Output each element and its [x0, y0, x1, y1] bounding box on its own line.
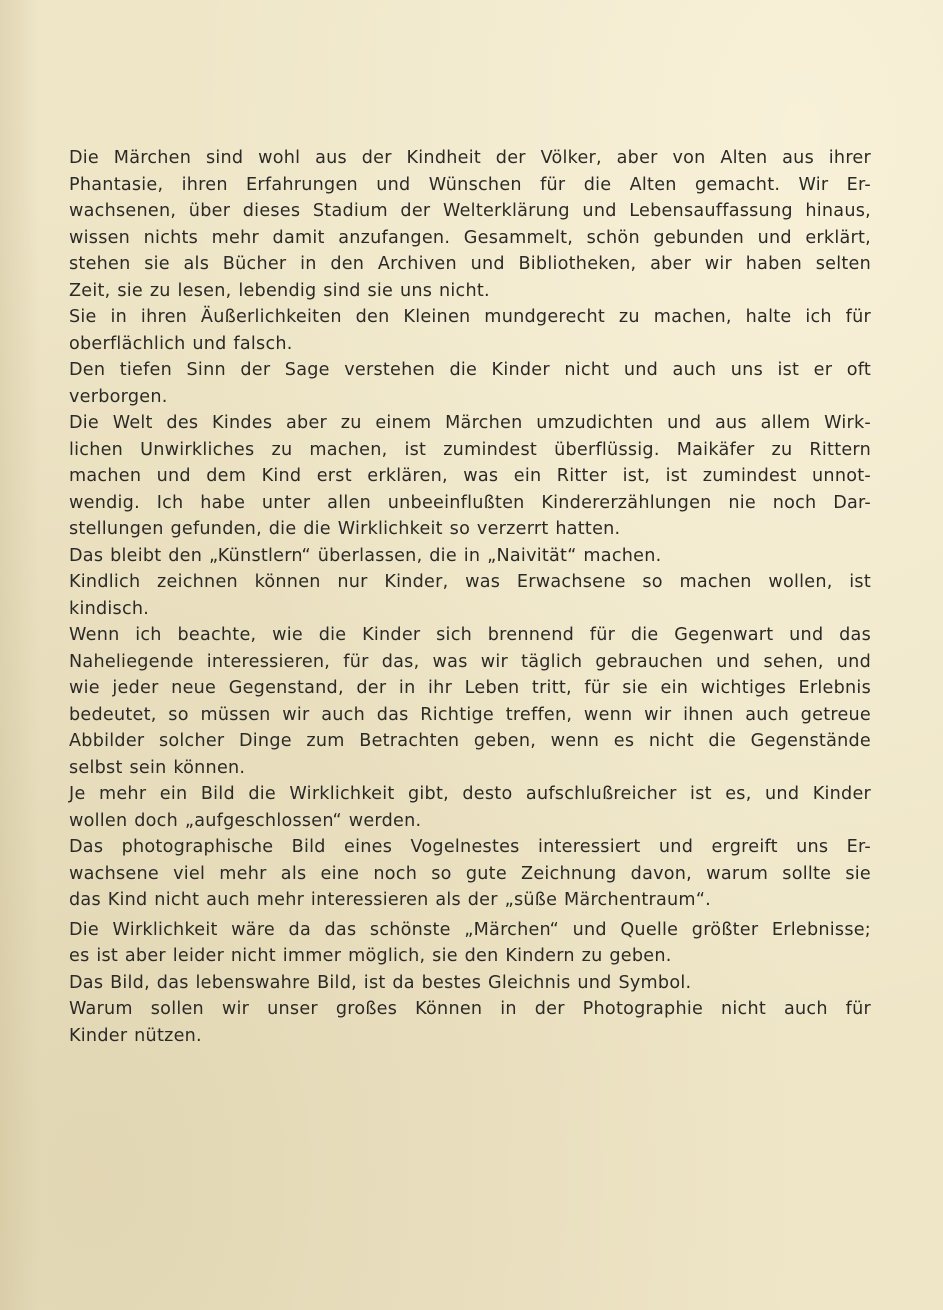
text-line: wollen doch „aufgeschlossen“ werden. — [69, 810, 422, 831]
text-line: Die Märchen sind wohl aus der Kindheit der Völker, aber von Alten aus ihrer — [69, 148, 871, 168]
text-line: Naheliegende interessieren, für das, was wir täglich gebrauchen und sehen, und — [69, 651, 871, 672]
text-line: Kindlich zeichnen können nur Kinder, was Erwachsene so machen wollen, ist — [69, 572, 871, 592]
text-line: Zeit, sie zu lesen, lebendig sind sie uns nicht. — [69, 280, 490, 301]
text-line: wie jeder neue Gegenstand, der in ihr Leben tritt, für sie ein wichtiges Erlebnis — [69, 678, 871, 698]
text-line: selbst sein können. — [69, 757, 246, 778]
text-line: das Kind nicht auch mehr interessieren als der „süße Märchentraum“. — [69, 890, 712, 910]
text-line: Sie in ihren Äußerlichkeiten den Kleinen mundgerecht zu machen, halte ich für — [69, 307, 871, 327]
text-line: verborgen. — [69, 386, 168, 407]
text-line: wachsene viel mehr als eine noch so gute Zeichnung davon, warum sollte sie — [69, 863, 871, 884]
text-line: Abbilder solcher Dinge zum Betrachten geben, wenn es nicht die Gegenstände — [69, 731, 871, 751]
text-line: Warum sollen wir unser großes Können in der Photographie nicht auch für — [69, 999, 871, 1019]
text-line: machen und dem Kind erst erklären, was ein Ritter ist, ist zumindest unnot- — [69, 466, 871, 486]
text-line: Die Welt des Kindes aber zu einem Märchen umzudichten und aus allem Wirk- — [69, 413, 871, 433]
text-line: wissen nichts mehr damit anzufangen. Gesammelt, schön gebunden und erklärt, — [69, 227, 871, 248]
body-text — [69, 145, 871, 1049]
text-line: kindisch. — [69, 598, 150, 619]
text-line: Den tiefen Sinn der Sage verstehen die Kinder nicht und auch uns ist er oft — [69, 360, 871, 380]
text-line: lichen Unwirkliches zu machen, ist zumindest überflüssig. Maikäfer zu Rittern — [69, 439, 871, 460]
text-line: Je mehr ein Bild die Wirklichkeit gibt, desto aufschlußreicher ist es, und Kinder — [69, 784, 871, 804]
text-line: wachsenen, über dieses Stadium der Welterklärung und Lebensauffassung hinaus, — [69, 201, 871, 221]
text-line: Das bleibt den „Künstlern“ überlassen, die in „Naivität“ machen. — [69, 545, 662, 566]
text-line: Die Wirklichkeit wäre da das schönste „Märchen“ und Quelle größter Erlebnisse; — [69, 919, 871, 940]
text-line: Wenn ich beachte, wie die Kinder sich brennend für die Gegenwart und das — [69, 625, 871, 645]
text-line: stehen sie als Bücher in den Archiven und Bibliotheken, aber wir haben selten — [69, 254, 871, 274]
text-line: Phantasie, ihren Erfahrungen und Wünschen für die Alten gemacht. Wir Er- — [69, 174, 871, 195]
text-line: oberflächlich und falsch. — [69, 333, 293, 354]
text-line: stellungen gefunden, die die Wirklichkeit so verzerrt hatten. — [69, 519, 621, 539]
text-line: Das photographische Bild eines Vogelnestes interessiert und ergreift uns Er- — [69, 837, 871, 857]
text-line: es ist aber leider nicht immer möglich, sie den Kindern zu geben. — [69, 946, 672, 966]
text-line: Das Bild, das lebenswahre Bild, ist da bestes Gleichnis und Symbol. — [69, 972, 692, 993]
text-line: wendig. Ich habe unter allen unbeeinflußten Kindererzählungen nie noch Dar- — [69, 492, 871, 513]
text-line: Kinder nützen. — [69, 1025, 202, 1046]
text-line: bedeutet, so müssen wir auch das Richtige treffen, wenn wir ihnen auch getreue — [69, 704, 871, 725]
